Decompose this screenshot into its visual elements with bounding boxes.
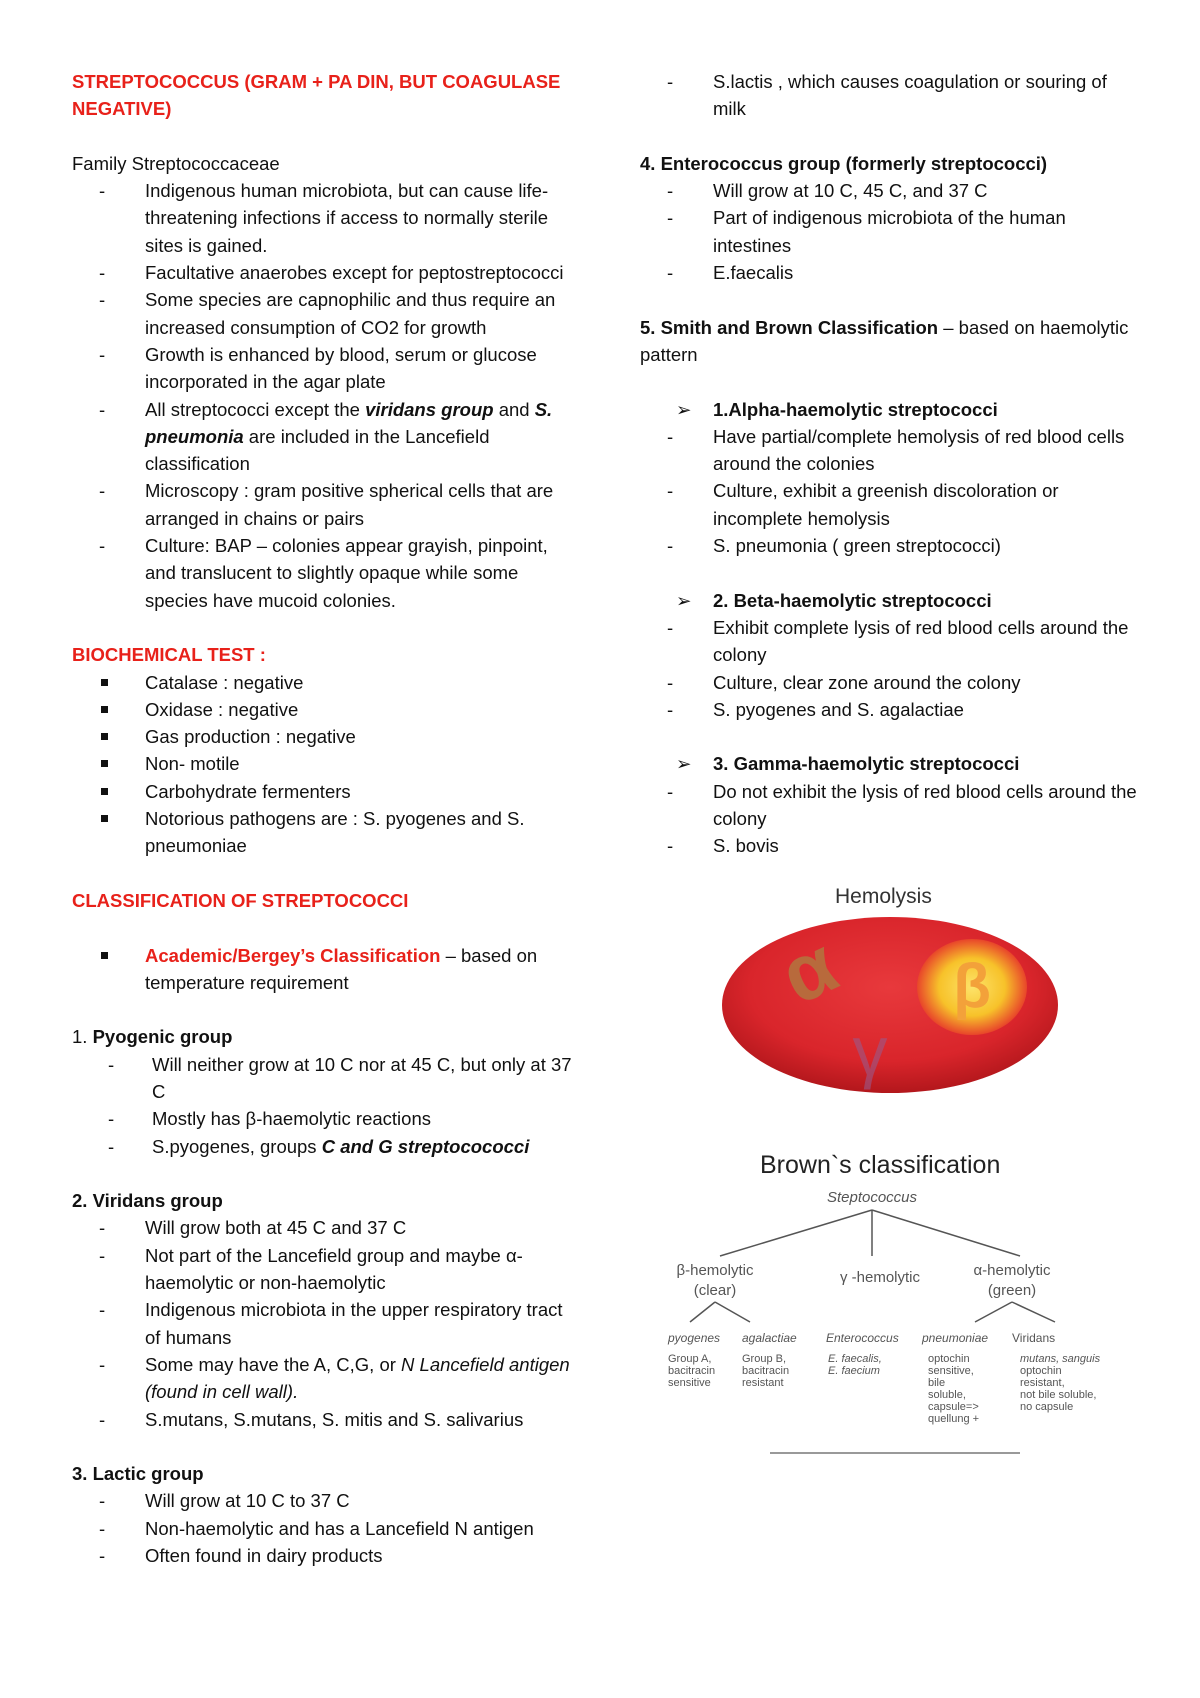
agalactiae-detail: Group B, xyxy=(742,1353,787,1365)
branch-line xyxy=(1012,1302,1055,1322)
lactic-list xyxy=(72,1487,572,1569)
branch-line xyxy=(720,1210,872,1256)
viridans-detail: resistant, xyxy=(1020,1377,1065,1389)
list-item: Notorious pathogens are : S. pyogenes and S. pneumoniae xyxy=(72,805,572,860)
pyogenes-detail: Group A, xyxy=(668,1353,712,1365)
text-run: are included in the Lancefield classification xyxy=(145,425,490,475)
list-item: - Mostly has β-haemolytic reactions xyxy=(72,1105,572,1132)
text-run: All streptococci except the xyxy=(145,398,366,420)
list-item: - Non-haemolytic and has a Lancefield N antigen xyxy=(72,1515,572,1542)
enterococcus-list xyxy=(640,177,1140,286)
list-item: - Often found in dairy products xyxy=(72,1542,572,1569)
biochem-list xyxy=(72,669,572,860)
viridans-heading: 2. Viridans group xyxy=(72,1190,223,1212)
branch-line xyxy=(715,1302,750,1322)
list-item: - S. bovis xyxy=(640,832,1140,859)
list-item: - Do not exhibit the lysis of red blood cells around the colony xyxy=(640,778,1140,833)
list-item: - S. pneumonia ( green streptococci) xyxy=(640,532,1140,559)
list-item: - Not part of the Lancefield group and maybe α-haemolytic or non-haemolytic xyxy=(72,1242,572,1297)
pyogenic-list xyxy=(72,1051,572,1160)
branch-line xyxy=(690,1302,715,1322)
list-item: - Indigenous microbiota in the upper respiratory tract of humans xyxy=(72,1296,572,1351)
text-run: C and G streptocococci xyxy=(321,1135,530,1157)
alpha-label: 1.Alpha-haemolytic streptococci xyxy=(713,398,998,420)
list-item: Carbohydrate fermenters xyxy=(72,778,572,805)
enterococcus-detail: E. faecalis, xyxy=(828,1353,882,1365)
pyogenic-heading xyxy=(72,1023,572,1050)
list-item: - Indigenous human microbiota, but can cause life-threatening infections if access to normally sterile sites is gained. xyxy=(72,177,572,259)
text-run: Some may have the A, C,G, or xyxy=(145,1353,402,1375)
left-column xyxy=(72,68,572,1569)
lactic-heading: 3. Lactic group xyxy=(72,1463,204,1485)
hemolysis-plate-image xyxy=(720,915,1060,1115)
arrow-bullet-icon: ➢ xyxy=(676,753,692,775)
bergey-list xyxy=(72,942,572,997)
viridans-list xyxy=(72,1214,572,1432)
pyogenes-detail: bacitracin xyxy=(668,1365,716,1377)
heading-biochemical-test: BIOCHEMICAL TEST : xyxy=(72,644,266,666)
list-item: - Will grow both at 45 C and 37 C xyxy=(72,1214,572,1241)
gamma-list xyxy=(640,778,1140,860)
list-item: - E.faecalis xyxy=(640,259,1140,286)
viridans-detail: optochin xyxy=(1020,1365,1062,1377)
list-item: Catalase : negative xyxy=(72,669,572,696)
right-column xyxy=(640,68,1140,860)
bergey-label: Academic/Bergey’s Classification xyxy=(145,944,441,966)
enterococcus-detail: E. faecium xyxy=(828,1365,880,1377)
list-item: - Have partial/complete hemolysis of red blood cells around the colonies xyxy=(640,423,1140,478)
s-pneumonia-text: S. pneumonia xyxy=(145,398,553,447)
pneumoniae-detail: capsule=> xyxy=(928,1401,979,1413)
gamma-heading xyxy=(640,750,1140,777)
pneumoniae-node: pneumoniae xyxy=(922,1331,989,1345)
viridans-detail: no capsule xyxy=(1020,1401,1074,1413)
smith-brown-heading xyxy=(640,314,1140,369)
list-item: - Will grow at 10 C to 37 C xyxy=(72,1487,572,1514)
list-item xyxy=(72,1133,572,1160)
brown-classification-diagram xyxy=(660,1180,1140,1460)
hemolysis-title: Hemolysis xyxy=(835,885,932,908)
enterococcus-heading: 4. Enterococcus group (formerly streptococci) xyxy=(640,152,1048,174)
beta-heading xyxy=(640,587,1140,614)
agalactiae-node: agalactiae xyxy=(742,1331,797,1345)
pyogenic-label: Pyogenic group xyxy=(87,1026,233,1048)
beta-node: β-hemolytic xyxy=(676,1262,754,1279)
list-item: Oxidase : negative xyxy=(72,696,572,723)
list-item-bergey xyxy=(72,942,572,997)
list-item: - S.lactis , which causes coagulation or souring of milk xyxy=(640,68,1140,123)
text-run: – based on temperature requirement xyxy=(145,944,538,993)
gamma-label: 3. Gamma-haemolytic streptococci xyxy=(713,753,1020,775)
list-item: - Part of indigenous microbiota of the human intestines xyxy=(640,204,1140,259)
arrow-bullet-icon: ➢ xyxy=(676,398,692,420)
list-item: - S. pyogenes and S. agalactiae xyxy=(640,696,1140,723)
branch-line xyxy=(975,1302,1012,1322)
beta-node-sub: (clear) xyxy=(693,1282,737,1299)
list-item: - Will grow at 10 C, 45 C, and 37 C xyxy=(640,177,1140,204)
smith-label: 5. Smith and Brown Classification xyxy=(640,316,939,338)
viridans-node: Viridans xyxy=(1012,1331,1056,1345)
agalactiae-detail: resistant xyxy=(742,1377,784,1389)
alpha-node-sub: (green) xyxy=(987,1282,1037,1299)
brown-classification-title: Brown`s classification xyxy=(760,1151,1001,1179)
list-item: - Culture, exhibit a greenish discoloration or incomplete hemolysis xyxy=(640,477,1140,532)
beta-label: 2. Beta-haemolytic streptococci xyxy=(713,589,992,611)
list-item-lancefield xyxy=(72,396,572,478)
arrow-bullet-icon: ➢ xyxy=(676,589,692,611)
alpha-heading xyxy=(640,396,1140,423)
text-run: – based on haemolytic pattern xyxy=(640,316,1129,365)
agalactiae-detail: bacitracin xyxy=(742,1365,790,1377)
family-list xyxy=(72,177,572,614)
list-item: - Growth is enhanced by blood, serum or glucose incorporated in the agar plate xyxy=(72,341,572,396)
heading-streptococcus: STREPTOCOCCUS (GRAM + PA DIN, BUT COAGULASE NEGATIVE) xyxy=(72,71,561,120)
list-item xyxy=(72,1351,572,1406)
pneumoniae-detail: bile xyxy=(928,1377,946,1389)
gamma-colony: γ xyxy=(852,1012,888,1090)
list-item: - Culture, clear zone around the colony xyxy=(640,669,1140,696)
viridans-detail: mutans, sanguis xyxy=(1020,1353,1101,1365)
family-label: Family Streptococcaceae xyxy=(72,152,280,174)
list-item: - Microscopy : gram positive spherical cells that are arranged in chains or pairs xyxy=(72,477,572,532)
list-item: - Will neither grow at 10 C nor at 45 C, but only at 37 C xyxy=(72,1051,572,1106)
beta-list xyxy=(640,614,1140,723)
gamma-node: γ -hemolytic xyxy=(839,1269,921,1286)
enterococcus-node: Enterococcus xyxy=(826,1331,899,1345)
root-node: Steptococcus xyxy=(826,1189,918,1206)
viridans-detail: not bile soluble, xyxy=(1020,1389,1097,1401)
pneumoniae-detail: optochin xyxy=(928,1353,970,1365)
list-item: Non- motile xyxy=(72,750,572,777)
text-run: and xyxy=(493,398,535,420)
list-item: - Culture: BAP – colonies appear grayish, pinpoint, and translucent to slightly opaque while some species have mucoid colonies. xyxy=(72,532,572,614)
branch-line xyxy=(872,1210,1020,1256)
alpha-node: α-hemolytic xyxy=(973,1262,1051,1279)
pneumoniae-detail: soluble, xyxy=(928,1389,966,1401)
pneumoniae-detail: sensitive, xyxy=(928,1365,974,1377)
list-item: Gas production : negative xyxy=(72,723,572,750)
viridans-group-text: viridans group xyxy=(365,398,494,420)
list-item: - Some species are capnophilic and thus require an increased consumption of CO2 for growth xyxy=(72,286,572,341)
alpha-list xyxy=(640,423,1140,559)
pneumoniae-detail: quellung + xyxy=(928,1413,980,1425)
heading-classification: CLASSIFICATION OF STREPTOCOCCI xyxy=(72,889,409,911)
list-item: - S.mutans, S.mutans, S. mitis and S. salivarius xyxy=(72,1406,572,1433)
pyogenes-node: pyogenes xyxy=(668,1331,721,1345)
text-run: S.pyogenes, groups xyxy=(152,1135,322,1157)
list-item: - Exhibit complete lysis of red blood cells around the colony xyxy=(640,614,1140,669)
text-run: 1. xyxy=(72,1026,88,1048)
pyogenes-detail: sensitive xyxy=(668,1377,711,1389)
text-run: N Lancefield antigen (found in cell wall). xyxy=(145,1353,570,1403)
list-item: - Facultative anaerobes except for peptostreptococci xyxy=(72,259,572,286)
beta-colony: β xyxy=(953,952,991,1021)
alpha-colony: α xyxy=(767,919,850,1021)
lactic-continued-list xyxy=(640,68,1140,123)
